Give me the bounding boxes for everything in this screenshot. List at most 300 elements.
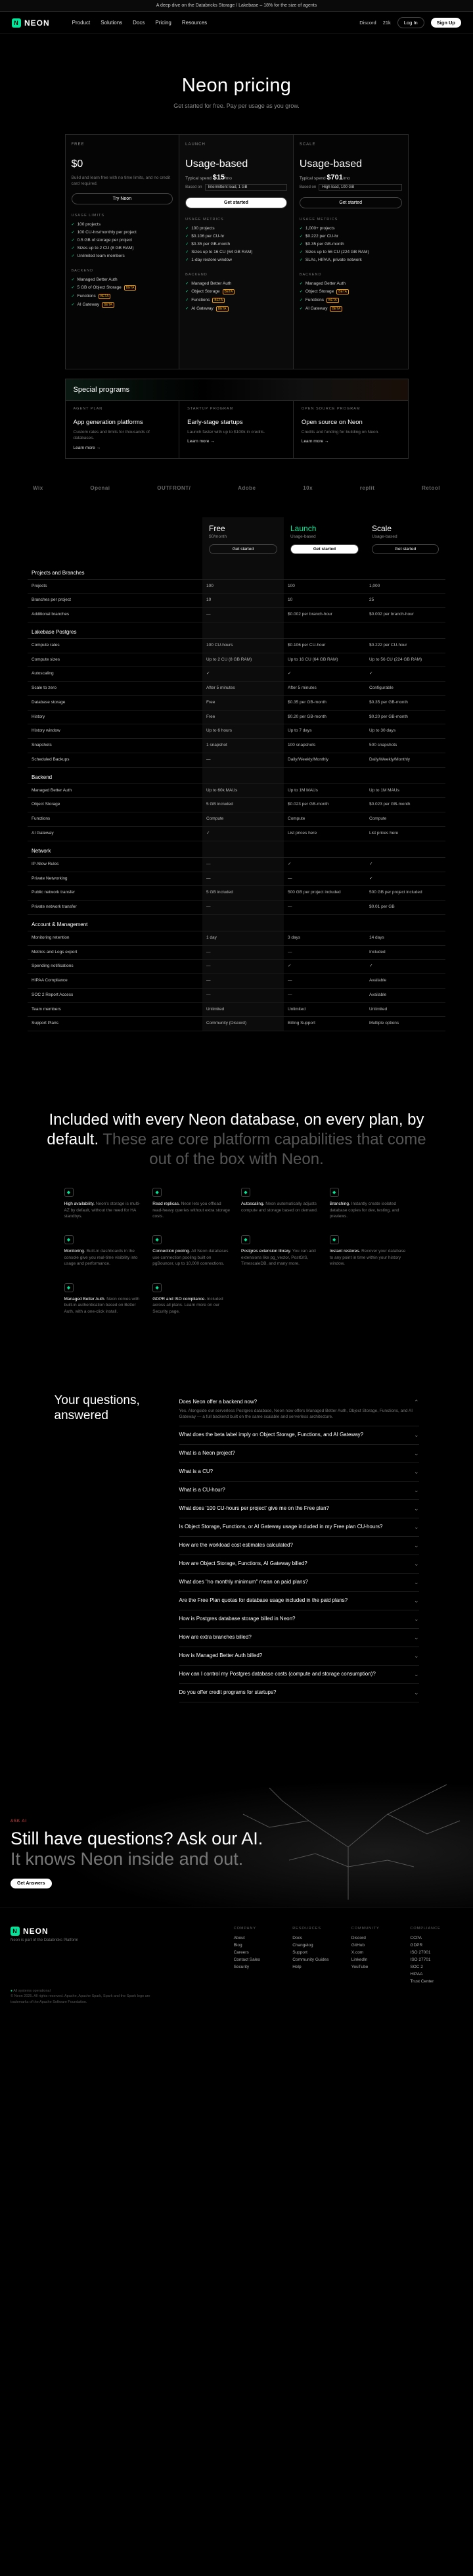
faq-list	[179, 1393, 419, 1702]
row-label: Functions	[32, 816, 51, 822]
row-label: History	[32, 714, 45, 719]
collapse-icon[interactable]: ⌃	[413, 1399, 419, 1405]
github-stars[interactable]: 21k	[382, 20, 391, 26]
plan-price: Typical spend $15/mo	[185, 174, 232, 181]
comparison-section-title: Projects and Branches	[28, 563, 445, 580]
row-label: Scale to zero	[32, 686, 56, 691]
table-cell: 1,000	[369, 583, 380, 588]
expand-icon[interactable]: ⌄	[413, 1597, 419, 1604]
footer-link[interactable]: Help	[292, 1964, 302, 1969]
footer-link[interactable]: Changelog	[292, 1942, 313, 1948]
status-text: All systems operational	[13, 1988, 51, 1993]
feature-desc: Instantly create isolated database copies for dev, testing, and previews.	[329, 1202, 399, 1219]
beta-badge: BETA	[336, 289, 349, 294]
list-item: ✓ AI Gateway BETA	[300, 304, 402, 313]
learn-more-link[interactable]: Learn more →	[301, 439, 329, 444]
table-cell: Up to 56 CU (224 GB RAM)	[369, 657, 422, 662]
table-cell: Up to 60k MAUs	[206, 787, 238, 793]
footer-column-resources	[292, 1927, 345, 2013]
footer-link[interactable]: SOC 2	[410, 1964, 423, 1969]
nav-product[interactable]: Product	[72, 20, 91, 26]
try-neon-button[interactable]: Try Neon	[72, 193, 173, 204]
table-row	[28, 696, 445, 711]
spacer	[103, 724, 202, 738]
table-cell: —	[288, 992, 292, 997]
feature-icon: ◆	[330, 1188, 339, 1197]
table-cell: —	[206, 964, 211, 969]
plan-section-head: USAGE METRICS	[185, 218, 224, 222]
feature-item	[241, 1235, 321, 1267]
table-row	[28, 753, 445, 768]
table-cell: Daily/Weekly/Monthly	[288, 757, 329, 762]
expand-icon[interactable]: ⌄	[413, 1468, 419, 1475]
table-cell: Up to 6 hours	[206, 728, 233, 734]
footer-link[interactable]: CCPA	[410, 1935, 422, 1940]
feature-desc: Recover your database to any point in time within your history window.	[329, 1249, 406, 1267]
expand-icon[interactable]: ⌄	[413, 1541, 419, 1549]
list-item: ✓ $0.106 per CU-hr	[185, 232, 287, 240]
faq-answer: Yes. Alongside our serverless Postgres database, Neon now offers Managed Better Auth, Object Storage, Functions, and AI Gateway — a full backend built on the same scalable and serverless architecture.	[179, 1409, 413, 1420]
row-label: Metrics and Logs export	[32, 949, 78, 954]
table-cell: Up to 30 days	[369, 728, 396, 734]
launch-get-started-button[interactable]: Get started	[185, 197, 287, 208]
table-cell: 100 snapshots	[288, 743, 316, 748]
faq-question-wrap	[179, 1634, 252, 1641]
expand-icon[interactable]: ⌄	[413, 1652, 419, 1659]
feature-icon: ◆	[330, 1235, 339, 1244]
faq-title: Your questions, answered	[54, 1393, 140, 1422]
table-cell: —	[206, 876, 211, 881]
table-cell: $0.002 per branch-hour	[288, 612, 332, 617]
table-cell: —	[288, 978, 292, 983]
expand-icon[interactable]: ⌄	[413, 1633, 419, 1641]
feature-text	[152, 1248, 232, 1267]
feature-desc: Neon comes with built-in authentication based on Better Auth, with a one-click install.	[64, 1296, 140, 1314]
table-cell: Compute	[206, 816, 224, 822]
table-cell: ✓	[206, 671, 210, 676]
spacer	[103, 872, 202, 886]
ask-ai-title: Still have questions? Ask our AI. It knows Neon inside and out.	[11, 1828, 263, 1869]
table-cell: 5 GB included	[206, 890, 233, 895]
list-item: ✓ Functions BETA	[72, 292, 173, 300]
plan-name: $0	[71, 158, 83, 170]
row-label: SOC 2 Report Access	[32, 992, 74, 997]
row-label: Object Storage	[32, 802, 60, 807]
faq-item[interactable]	[179, 1445, 419, 1463]
footer-link[interactable]: Support	[292, 1950, 307, 1955]
faq-question-wrap	[179, 1505, 330, 1512]
expand-icon[interactable]: ⌄	[413, 1615, 419, 1622]
plan-section-head: BACKEND	[299, 273, 322, 277]
expand-icon[interactable]: ⌄	[413, 1449, 419, 1457]
tree-illustration	[230, 1781, 466, 1900]
table-cell: 10	[206, 597, 212, 603]
footer-link[interactable]: GitHub	[351, 1942, 365, 1948]
plan-section-head: BACKEND	[71, 269, 94, 273]
row-label: Monitoring retention	[32, 935, 70, 940]
spacer	[103, 711, 202, 724]
faq-question-wrap	[179, 1616, 296, 1623]
table-cell: Unlimited	[206, 1006, 225, 1012]
faq-question: How are extra branches billed?	[179, 1633, 252, 1640]
feature-text	[152, 1201, 232, 1219]
faq-item[interactable]	[179, 1426, 419, 1445]
feature-desc: Neon lets you offload read-heavy queries without extra storage costs.	[152, 1202, 231, 1219]
feature-bold: Managed Better Auth.	[64, 1296, 106, 1301]
plan-tag: SCALE	[299, 143, 316, 147]
feature-desc: Neon's storage is multi-AZ by default, without the need for HA standbys.	[64, 1202, 141, 1219]
expand-icon[interactable]: ⌄	[413, 1486, 419, 1493]
spacer	[103, 682, 202, 695]
footer-link[interactable]: LinkedIn	[351, 1957, 368, 1962]
plan-backend	[72, 275, 173, 309]
table-cell: ✓	[288, 964, 292, 969]
footer-link[interactable]: About	[233, 1935, 245, 1940]
spacer	[103, 946, 202, 960]
faq-section	[55, 1393, 419, 1702]
table-row	[28, 1017, 445, 1031]
faq-item[interactable]	[179, 1592, 419, 1610]
customer-logo: Retool	[422, 484, 440, 491]
list-item: ✓ 0.5 GB of storage per project	[72, 236, 173, 244]
expand-icon[interactable]: ⌄	[413, 1431, 419, 1438]
list-item: ✓ Object Storage BETA	[185, 287, 287, 296]
comparison-section-title: Network	[28, 841, 445, 858]
nav-pricing[interactable]: Pricing	[155, 20, 171, 26]
workload-select[interactable]: Based on High load, 100 GB	[300, 184, 402, 191]
faq-item[interactable]	[179, 1500, 419, 1518]
ask-ai-section	[0, 1768, 473, 1908]
footer-column-title: RESOURCES	[292, 1926, 322, 1931]
row-label: Autoscaling	[32, 671, 54, 676]
table-cell: 100	[288, 583, 295, 588]
table-cell: Free	[206, 714, 215, 719]
feature-text	[64, 1248, 144, 1267]
expand-icon[interactable]: ⌄	[413, 1560, 419, 1567]
list-item: ✓ Functions BETA	[300, 296, 402, 304]
plan-tag: FREE	[71, 143, 85, 147]
faq-question-wrap	[179, 1468, 214, 1476]
nav-resources[interactable]: Resources	[181, 20, 208, 26]
table-row	[28, 594, 445, 608]
feature-text	[241, 1248, 321, 1267]
special-programs	[65, 379, 409, 459]
faq-question-wrap	[179, 1432, 364, 1439]
feature-item	[152, 1188, 232, 1219]
feature-bold: Postgres extension library.	[241, 1249, 292, 1254]
list-item: ✓ SLAs, HIPAA, private network	[300, 256, 402, 264]
list-item: ✓ $0.35 per GB-month	[185, 240, 287, 248]
page-title: Neon pricing	[181, 75, 292, 96]
comparison-section-title: Backend	[28, 768, 445, 784]
logo[interactable]	[12, 18, 50, 28]
beta-badge: BETA	[212, 298, 225, 303]
faq-item[interactable]	[179, 1666, 419, 1684]
scale-get-started-button[interactable]: Get started	[372, 544, 439, 554]
footer-link[interactable]: HIPAA	[410, 1971, 423, 1977]
table-cell: Billing Support	[288, 1021, 315, 1026]
faq-question-wrap	[179, 1399, 414, 1420]
footer-column-title: COMPLIANCE	[410, 1926, 441, 1931]
table-cell: Unlimited	[369, 1006, 388, 1012]
table-cell: 500 snapshots	[369, 743, 397, 748]
table-cell: ✓	[288, 861, 292, 866]
table-cell: After 5 minutes	[288, 686, 317, 691]
included-features	[36, 1110, 437, 1169]
expand-icon[interactable]: ⌄	[413, 1523, 419, 1530]
table-row	[28, 784, 445, 799]
table-cell: 100	[206, 583, 214, 588]
plan-limits	[185, 224, 287, 264]
plan-desc: Build and learn free with no time limits, and no credit card required.	[71, 176, 171, 187]
feature-bold: High availability.	[64, 1202, 95, 1207]
faq-item[interactable]	[179, 1463, 419, 1482]
table-cell: ✓	[206, 831, 210, 836]
feature-desc: All Neon databases use connection pooling built on pgBouncer, up to 10,000 connections.	[152, 1249, 229, 1267]
spacer	[103, 960, 202, 973]
top-nav	[0, 12, 473, 34]
launch-get-started-button[interactable]: Get started	[290, 544, 359, 554]
faq-item[interactable]	[179, 1518, 419, 1537]
list-item: ✓ Unlimited team members	[72, 252, 173, 260]
plan-limits	[72, 220, 173, 260]
row-label: Database storage	[32, 699, 66, 705]
footer-link[interactable]: X.com	[351, 1950, 364, 1955]
table-cell: —	[206, 612, 211, 617]
login-button[interactable]: Log In	[397, 17, 424, 28]
faq-item[interactable]	[179, 1537, 419, 1555]
plan-name: Usage-based	[299, 158, 362, 170]
plan-tag: LAUNCH	[185, 143, 206, 147]
row-label: Team members	[32, 1006, 61, 1012]
feature-bold: GDPR and ISO compliance.	[152, 1296, 206, 1301]
footer-logo[interactable]: N NEON	[11, 1927, 168, 1936]
feature-text	[152, 1296, 232, 1315]
announcement-banner[interactable]	[0, 0, 473, 12]
table-row	[28, 739, 445, 753]
list-item: ✓ 1-day restore window	[185, 256, 287, 264]
faq-question: What is a Neon project?	[179, 1449, 235, 1456]
customer-logo: Adobe	[238, 484, 256, 491]
feature-desc: Built-in dashboards in the console give you real-time visibility into usage and performance.	[64, 1249, 138, 1267]
customer-logo: OUTFRONT/	[157, 484, 191, 491]
table-cell: $0.35 per GB-month	[369, 699, 408, 705]
row-label: Additional branches	[32, 612, 70, 617]
faq-item[interactable]	[179, 1647, 419, 1666]
faq-item[interactable]	[179, 1610, 419, 1629]
expand-icon[interactable]: ⌄	[413, 1689, 419, 1696]
table-row	[28, 798, 445, 812]
table-cell: After 5 minutes	[206, 686, 235, 691]
table-cell: 10	[288, 597, 293, 603]
faq-item[interactable]	[179, 1393, 419, 1426]
signup-button[interactable]: Sign Up	[431, 18, 461, 28]
plan-section-head: USAGE LIMITS	[71, 214, 105, 218]
footer-link[interactable]: Community Guides	[292, 1957, 329, 1962]
discord-link[interactable]: Discord	[359, 20, 376, 26]
table-row	[28, 974, 445, 989]
footer-column-title: COMMUNITY	[351, 1926, 380, 1931]
table-cell: Free	[206, 699, 215, 705]
table-cell: Available	[369, 978, 387, 983]
row-label: AI Gateway	[32, 831, 54, 836]
nav-links	[72, 20, 207, 26]
feature-desc: Neon automatically adjusts compute and storage based on demand.	[241, 1202, 318, 1213]
scale-get-started-button[interactable]: Get started	[300, 197, 402, 208]
list-item: ✓ Sizes up to 56 CU (224 GB RAM)	[300, 248, 402, 256]
expand-icon[interactable]: ⌄	[413, 1505, 419, 1512]
table-row	[28, 580, 445, 594]
list-item: ✓ Managed Better Auth	[72, 275, 173, 283]
faq-item[interactable]	[179, 1574, 419, 1592]
table-cell: Up to 7 days	[288, 728, 312, 734]
feature-item	[241, 1188, 321, 1219]
neon-logo-icon: N	[12, 18, 21, 28]
list-item: ✓ 1,000+ projects	[300, 224, 402, 232]
expand-icon[interactable]: ⌄	[413, 1670, 419, 1677]
row-label: Compute sizes	[32, 657, 60, 662]
row-label: Compute rates	[32, 642, 60, 647]
learn-more-link[interactable]: Learn more →	[73, 445, 101, 450]
table-row	[28, 872, 445, 887]
faq-question: What is a CU?	[179, 1468, 214, 1474]
faq-question-wrap	[179, 1542, 293, 1549]
customer-logo: Wix	[33, 484, 43, 491]
spacer	[103, 827, 202, 841]
footer-link[interactable]: Careers	[233, 1950, 249, 1955]
table-cell: 1 day	[206, 935, 217, 940]
beta-badge: BETA	[216, 306, 229, 312]
feature-icon: ◆	[64, 1283, 74, 1292]
list-item: ✓ Managed Better Auth	[185, 279, 287, 287]
table-row	[28, 901, 445, 915]
get-answers-button[interactable]: Get Answers	[11, 1879, 52, 1888]
list-item: ✓ $0.222 per CU-hr	[300, 232, 402, 240]
faq-question: How is Managed Better Auth billed?	[179, 1652, 263, 1658]
workload-select[interactable]: Based on Intermittent load, 1 GB	[185, 184, 287, 191]
table-cell: ✓	[369, 861, 373, 866]
list-item: ✓ 100 projects	[185, 224, 287, 232]
table-cell: Up to 1M MAUs	[369, 787, 399, 793]
list-item: ✓ Sizes up to 2 CU (8 GB RAM)	[72, 244, 173, 252]
faq-item[interactable]	[179, 1555, 419, 1574]
footer-link[interactable]: ISO 27001	[410, 1950, 431, 1955]
faq-question: How are Object Storage, Functions, AI Gateway billed?	[179, 1560, 307, 1566]
features-grid	[64, 1188, 409, 1315]
table-cell: $0.106 per CU-hour	[288, 642, 326, 647]
features-title: Included with every Neon database, on every plan, by default. These are core platform capabilities that come out of the box with Neon.	[47, 1111, 426, 1169]
nav-docs[interactable]: Docs	[133, 20, 145, 26]
beta-badge: BETA	[330, 306, 342, 312]
footer-link[interactable]: Blog	[233, 1942, 242, 1948]
footer	[0, 1908, 473, 2039]
faq-item[interactable]	[179, 1482, 419, 1500]
expand-icon[interactable]: ⌄	[413, 1578, 419, 1585]
table-cell: $0.20 per GB-month	[288, 714, 327, 719]
table-cell: —	[206, 861, 211, 866]
beta-badge: BETA	[102, 302, 114, 308]
footer-link[interactable]: Contact Sales	[233, 1957, 261, 1962]
feature-item	[152, 1283, 232, 1315]
table-cell: —	[288, 904, 292, 910]
table-cell: $0.023 per GB-month	[288, 802, 329, 807]
learn-more-link[interactable]: Learn more →	[187, 439, 215, 444]
table-cell: —	[206, 757, 211, 762]
table-cell: 3 days	[288, 935, 301, 940]
faq-question-wrap	[179, 1560, 307, 1568]
plan-backend	[300, 279, 402, 313]
table-cell: 500 GB per project included	[369, 890, 422, 895]
list-item: ✓ 100 projects	[72, 220, 173, 228]
faq-question-wrap	[179, 1450, 235, 1457]
table-cell: Up to 1M MAUs	[288, 787, 318, 793]
faq-question-wrap	[179, 1597, 348, 1604]
footer-tagline: Neon is part of the Databricks Platform	[11, 1938, 79, 1942]
row-label: Branches per project	[32, 597, 71, 603]
feature-text	[330, 1248, 409, 1267]
nav-solutions[interactable]: Solutions	[101, 20, 123, 26]
footer-link[interactable]: Discord	[351, 1935, 366, 1940]
footer-link[interactable]: GDPR	[410, 1942, 423, 1948]
hero	[0, 34, 473, 125]
table-cell: $0.023 per GB-month	[369, 802, 411, 807]
footer-link[interactable]: Security	[233, 1964, 250, 1969]
row-label: Support Plans	[32, 1021, 58, 1026]
table-row	[28, 608, 445, 622]
spacer	[103, 931, 202, 945]
free-get-started-button[interactable]: Get started	[209, 544, 277, 554]
table-cell: Compute	[369, 816, 387, 822]
spacer	[103, 974, 202, 988]
list-item: ✓ Sizes up to 16 CU (64 GB RAM)	[185, 248, 287, 256]
footer-link[interactable]: ISO 27701	[410, 1957, 431, 1962]
footer-link[interactable]: Docs	[292, 1935, 302, 1940]
table-cell: 1 snapshot	[206, 743, 227, 748]
table-row	[28, 931, 445, 946]
table-cell: —	[206, 949, 211, 954]
feature-text	[241, 1201, 321, 1213]
table-cell: —	[206, 904, 211, 910]
table-row	[28, 858, 445, 872]
plan-section-head: USAGE METRICS	[299, 218, 338, 222]
feature-item	[64, 1188, 144, 1219]
footer-link[interactable]: Trust Center	[410, 1979, 434, 1984]
feature-bold: Connection pooling.	[152, 1249, 191, 1254]
footer-link[interactable]: YouTube	[351, 1964, 369, 1969]
program-card[interactable]: OPEN SOURCE PROGRAM Open source on Neon Credits and funding for building on Neon. Learn more →	[294, 401, 408, 458]
feature-bold: Branching.	[329, 1202, 350, 1207]
table-row	[28, 886, 445, 901]
feature-desc: Included across all plans. Learn more on our Security page.	[152, 1296, 223, 1314]
faq-question: Is Object Storage, Functions, or AI Gateway usage included in my Free plan CU-hours?	[179, 1523, 383, 1530]
faq-item[interactable]	[179, 1629, 419, 1647]
spacer	[103, 753, 202, 767]
faq-item[interactable]	[179, 1684, 419, 1702]
table-row	[28, 827, 445, 841]
table-row	[28, 1003, 445, 1018]
table-row	[28, 946, 445, 960]
program-card[interactable]: AGENT PLAN App generation platforms Custom rates and limits for thousands of databases. Learn more →	[66, 401, 180, 458]
table-cell: $0.222 per CU-hour	[369, 642, 407, 647]
faq-question: How can I control my Postgres database costs (compute and storage consumption)?	[179, 1670, 376, 1677]
plan-price: Typical spend $701/mo	[299, 174, 350, 181]
table-row	[28, 989, 445, 1003]
faq-question: What is a CU-hour?	[179, 1486, 225, 1493]
banner-text: A deep dive on the Databricks Storage / Lakebase – 18% for the size of agents	[156, 3, 317, 8]
faq-question-wrap	[179, 1652, 263, 1660]
program-card[interactable]: STARTUP PROGRAM Early-stage startups Launch faster with up to $100k in credits. Learn more →	[179, 401, 294, 458]
customer-logo: replit	[359, 484, 375, 491]
